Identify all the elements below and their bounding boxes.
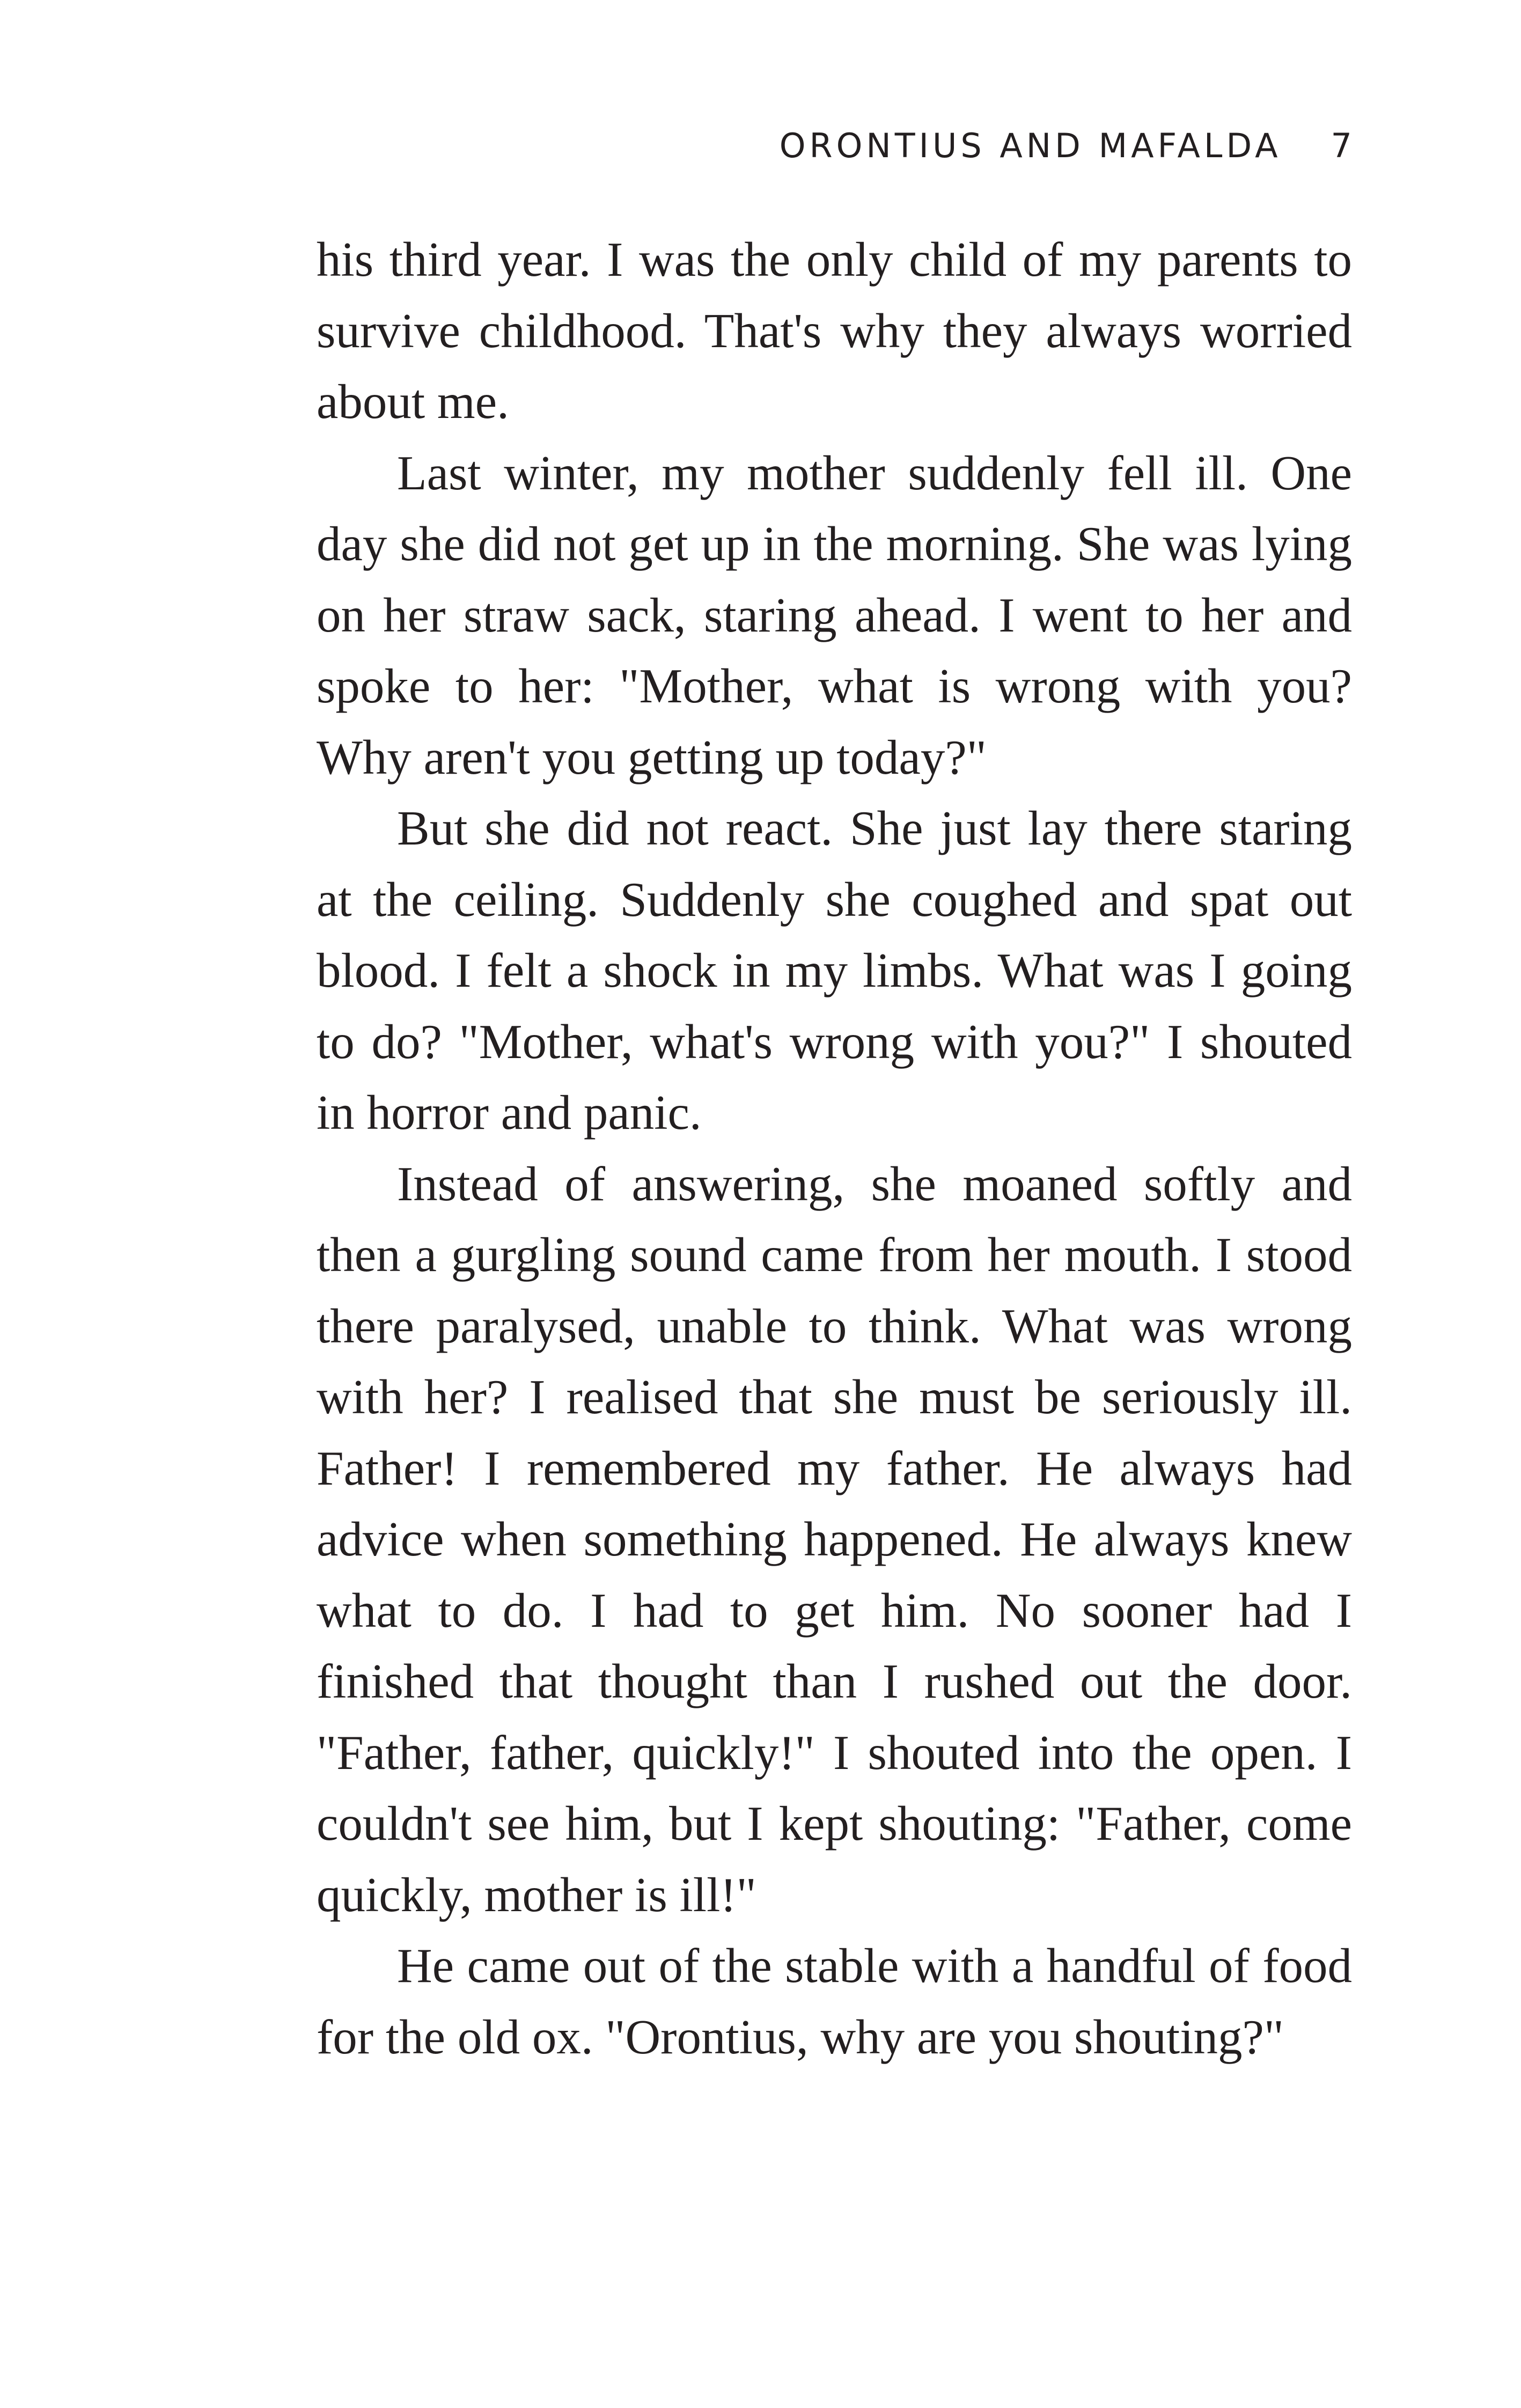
paragraph-4: Instead of answering, she moaned softly and then a gurgling sound came from her mouth. I stood there paralysed, unable to think. What was wrong with her? I realised that she must be seriously ill. Father! I remembered my father. He always had advice when something happened. He always knew what to do. I had to get him. No sooner had I finished that thought than I rushed out the door. "Father, father, quickly!" I shouted into the open. I couldn't see him, but I kept shouting: "Father, come quickly, mother is ill!" bbox=[317, 1156, 1352, 1922]
paragraph-2: Last winter, my mother suddenly fell ill. One day she did not get up in the morning. She was lying on her straw sack, staring ahead. I went to her and spoke to her: "Mother, what is wrong with you? Why aren't you getting up today?" bbox=[317, 445, 1352, 784]
paragraph-1: his third year. I was the only child of my parents to survive childhood. That's why they always worried about me. bbox=[317, 232, 1352, 429]
paragraph-5: He came out of the stable with a handful of food for the old ox. "Orontius, why are you shouting?" bbox=[317, 1939, 1352, 2064]
running-header bbox=[317, 121, 1352, 170]
body-text bbox=[317, 224, 1352, 2073]
paragraph-3: But she did not react. She just lay there staring at the ceiling. Suddenly she coughed and spat out blood. I felt a shock in my limbs. What was I going to do? "Mother, what's wrong with you?" I shouted in horror and panic. bbox=[317, 801, 1352, 1140]
page-number: 7 bbox=[1331, 126, 1352, 165]
running-title: ORONTIUS AND MAFALDA bbox=[779, 126, 1282, 165]
